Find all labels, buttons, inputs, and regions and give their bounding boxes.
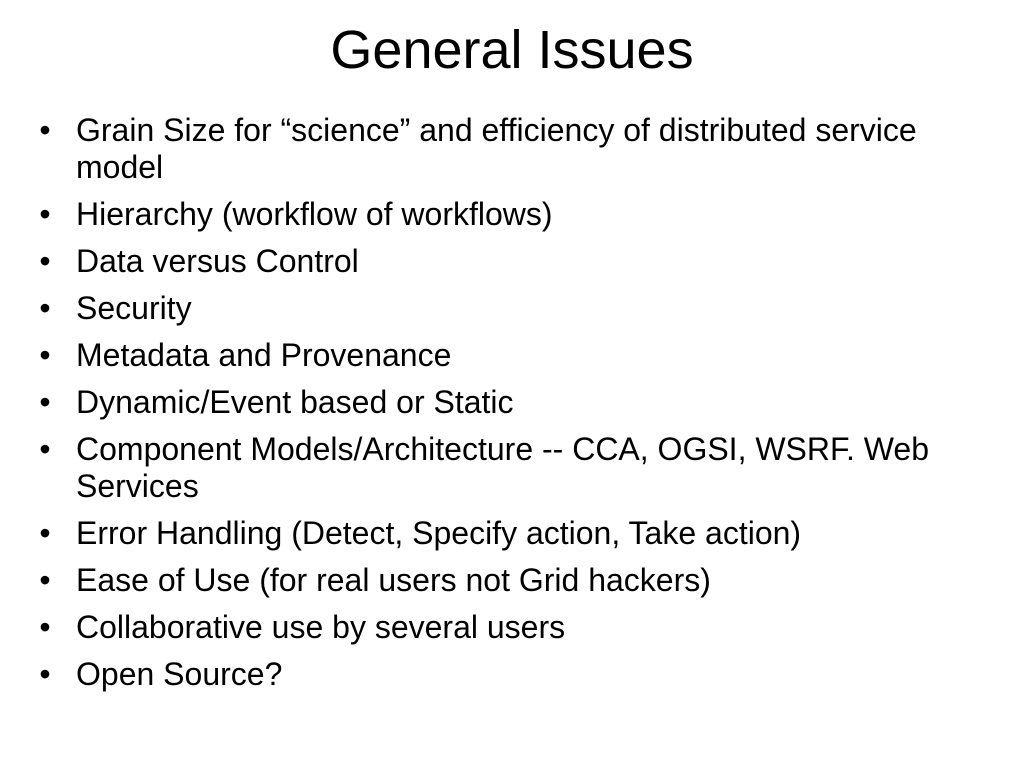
bullet-item	[30, 384, 1005, 421]
bullet-icon: •	[39, 384, 51, 420]
bullet-text: Security	[76, 290, 192, 326]
bullet-text: Ease of Use (for real users not Grid hackers)	[76, 562, 711, 598]
bullet-item	[30, 656, 1005, 693]
bullet-item	[30, 243, 1005, 280]
bullet-text: Data versus Control	[76, 243, 359, 279]
bullet-item	[30, 609, 1005, 646]
slide-title: General Issues	[330, 20, 694, 80]
bullet-icon: •	[39, 656, 51, 692]
bullet-icon: •	[39, 562, 51, 598]
bullet-icon: •	[39, 609, 51, 645]
bullet-text: Component Models/Architecture -- CCA, OGSI, WSRF. Web Services	[76, 431, 929, 504]
bullet-icon: •	[39, 112, 51, 148]
bullet-item	[30, 112, 1005, 186]
bullet-text: Hierarchy (workflow of workflows)	[76, 196, 553, 232]
bullet-item	[30, 290, 1005, 327]
bullet-item	[30, 562, 1005, 599]
bullet-text: Open Source?	[76, 656, 283, 692]
bullet-item	[30, 515, 1005, 552]
bullet-icon: •	[39, 515, 51, 551]
bullet-text: Collaborative use by several users	[76, 609, 566, 645]
bullet-text: Error Handling (Detect, Specify action, Take action)	[76, 515, 802, 551]
bullet-icon: •	[39, 243, 51, 279]
bullet-item	[30, 431, 1005, 505]
bullet-text: Dynamic/Event based or Static	[76, 384, 514, 420]
bullet-text: Metadata and Provenance	[76, 337, 452, 373]
bullet-item	[30, 337, 1005, 374]
bullet-icon: •	[39, 337, 51, 373]
bullet-text: Grain Size for “science” and efficiency of distributed service model	[76, 112, 917, 185]
bullet-list	[30, 112, 1005, 703]
bullet-item	[30, 196, 1005, 233]
bullet-icon: •	[39, 431, 51, 467]
bullet-icon: •	[39, 196, 51, 232]
bullet-icon: •	[39, 290, 51, 326]
